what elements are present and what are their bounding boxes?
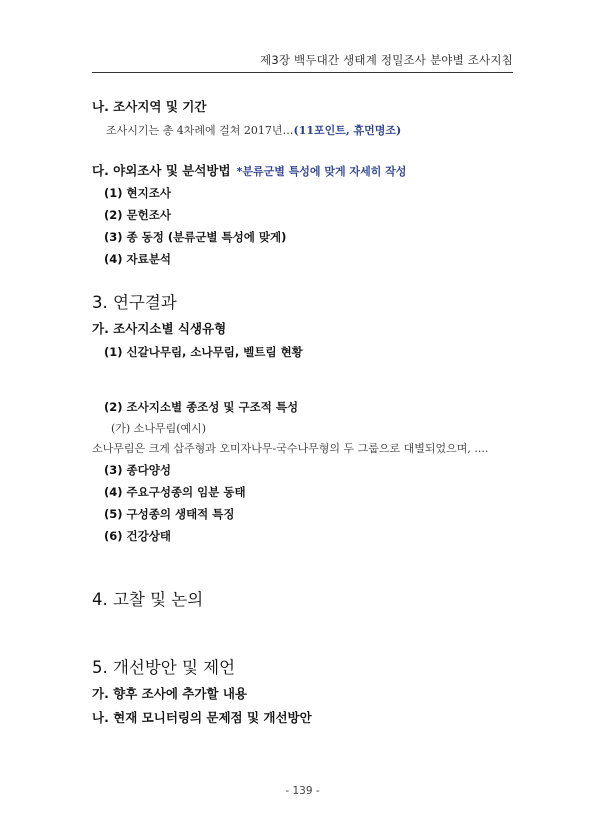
result-item: (3) 종다양성 — [104, 463, 171, 477]
result-body-text: 소나무림은 크게 삽주형과 오미자나무-국수나무형의 두 그룹으로 대별되었으며, .... — [92, 442, 489, 455]
section-5-heading: 5. 개선방안 및 제언 — [92, 658, 236, 677]
result-item: (2) 조사지소별 종조성 및 구조적 특성 — [104, 400, 299, 414]
section-5a-heading: 가. 향후 조사에 추가할 내용 — [92, 686, 247, 701]
method-item: (4) 자료분석 — [104, 252, 171, 266]
method-item: (3) 종 동정 (분류군별 특성에 맞게) — [104, 230, 287, 244]
section-3a-heading: 가. 조사지소별 식생유형 — [92, 321, 227, 336]
result-item: (6) 건강상태 — [104, 529, 171, 543]
writing-note: *분류군별 특성에 맞게 자세히 작성 — [236, 165, 407, 178]
result-subitem: (가) 소나무림(예시) — [111, 422, 207, 435]
page-number: - 139 - — [285, 785, 320, 797]
section-2c-heading — [92, 161, 406, 179]
header-divider — [92, 72, 513, 73]
method-item: (1) 현지조사 — [104, 186, 171, 200]
section-2b-body — [106, 122, 401, 138]
method-item: (2) 문헌조사 — [104, 208, 171, 222]
section-5b-heading: 나. 현재 모니터링의 문제점 및 개선방안 — [92, 710, 312, 725]
result-item: (4) 주요구성종의 임분 동태 — [104, 485, 246, 499]
result-item: (5) 구성종의 생태적 특징 — [104, 507, 235, 521]
running-header: 제3장 백두대간 생태계 정밀조사 분야별 조사지침 — [260, 53, 513, 67]
font-note: (11포인트, 휴먼명조) — [293, 124, 402, 137]
result-item: (1) 신갈나무림, 소나무림, 벨트림 현황 — [104, 345, 303, 359]
section-2b-body-text: 조사시기는 총 4차례에 걸쳐 2017년… — [106, 124, 294, 137]
section-3-heading: 3. 연구결과 — [92, 293, 177, 312]
section-2b-heading: 나. 조사지역 및 기간 — [92, 99, 207, 114]
section-4-heading: 4. 고찰 및 논의 — [92, 590, 204, 609]
section-2c-heading-text: 다. 야외조사 및 분석방법 — [92, 163, 231, 178]
